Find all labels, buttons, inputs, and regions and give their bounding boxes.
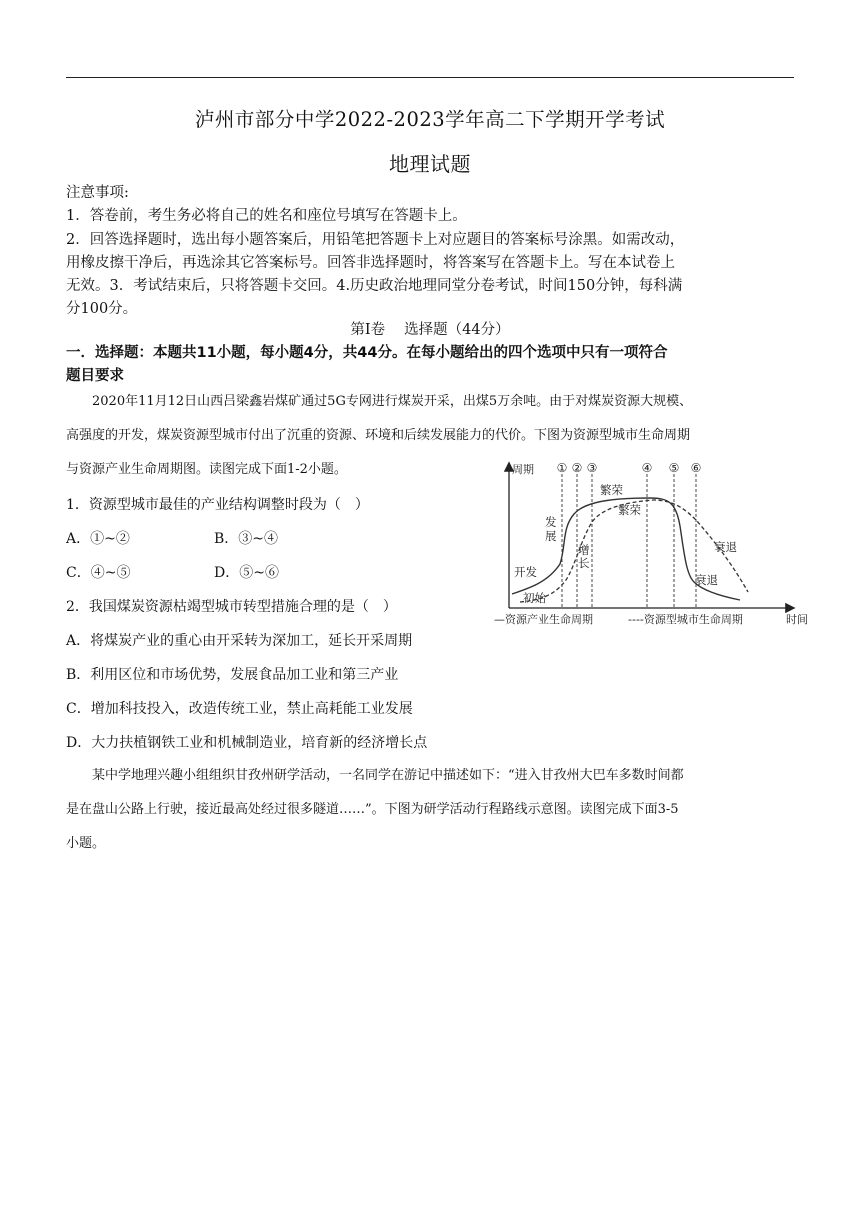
question-1: 1．资源型城市最佳的产业结构调整时段为（ ）	[66, 497, 369, 513]
question-2: 2．我国煤炭资源枯竭型城市转型措施合理的是（ ）	[66, 599, 397, 615]
y-axis-label: 周期	[512, 463, 534, 476]
label-kaifa: 开发	[514, 565, 537, 579]
exam-title: 泸州市部分中学2022-2023学年高二下学期开学考试	[194, 108, 666, 131]
lifecycle-figure	[490, 456, 815, 636]
label-chushi: 初始	[523, 591, 546, 605]
marker-5: ⑤	[668, 461, 680, 475]
label-fanrong-dashed: 繁荣	[618, 503, 641, 517]
note-2d: 分100分。	[66, 301, 138, 317]
label-fazhan-2: 展	[545, 529, 557, 543]
label-zengzhang-2: 长	[578, 556, 590, 570]
marker-4: ④	[641, 461, 653, 475]
legend-dashed: ----资源型城市生命周期	[628, 613, 743, 626]
note-1: 1．答卷前，考生务必将自己的姓名和座位号填写在答题卡上。	[66, 208, 467, 224]
label-shuaitui-dashed: 衰退	[714, 540, 737, 554]
note-2b: 用橡皮擦干净后，再选涂其它答案标号。回答非选择题时，将答案写在答题卡上。写在本试卷上	[66, 255, 675, 271]
passage-1-line-1: 2020年11月12日山西吕梁鑫岩煤矿通过5G专网进行煤炭开采，出煤5万余吨。由于对煤炭资源大规模、	[92, 394, 693, 409]
q2-option-b: B．利用区位和市场优势，发展食品加工业和第三产业	[66, 667, 399, 683]
legend-solid: —资源产业生命周期	[494, 613, 593, 626]
q1-option-c: C．④~⑤	[66, 565, 131, 581]
marker-6: ⑥	[690, 461, 702, 475]
part-heading-a: 一．选择题：本题共11小题，每小题4分，共44分。在每小题给出的四个选项中只有一项符合	[66, 345, 668, 361]
marker-3: ③	[586, 461, 598, 475]
passage-1-line-2: 高强度的开发，煤炭资源型城市付出了沉重的资源、环境和后续发展能力的代价。下图为资源型城市生命周期	[66, 428, 691, 443]
notes-heading: 注意事项:	[66, 185, 129, 201]
passage-2-line-1: 某中学地理兴趣小组组织甘孜州研学活动，一名同学在游记中描述如下：“进入甘孜州大巴车多数时间都	[92, 768, 684, 783]
passage-2-line-2: 是在盘山公路上行驶，接近最高处经过很多隧道……”。下图为研学活动行程路线示意图。读图完成下面3-5	[66, 802, 679, 817]
label-zengzhang-1: 增	[578, 543, 590, 557]
exam-subtitle: 地理试题	[389, 152, 471, 176]
label-fazhan-1: 发	[545, 515, 557, 529]
q2-option-c: C．增加科技投入，改造传统工业，禁止高耗能工业发展	[66, 701, 413, 717]
passage-1-line-3: 与资源产业生命周期图。读图完成下面1-2小题。	[66, 462, 347, 477]
marker-1: ①	[556, 461, 568, 475]
label-shuaitui-solid: 衰退	[695, 573, 718, 587]
q2-option-d: D．大力扶植钢铁工业和机械制造业，培育新的经济增长点	[66, 735, 428, 751]
note-2c: 无效。3．考试结束后，只将答题卡交回。4.历史政治地理同堂分卷考试，时间150分钟，每科满	[66, 278, 683, 294]
part-heading-b: 题目要求	[66, 368, 124, 384]
note-2a: 2．回答选择题时，选出每小题答案后，用铅笔把答题卡上对应题目的答案标号涂黑。如需改动，	[66, 232, 685, 248]
q1-option-b: B．③~④	[214, 531, 279, 547]
q1-option-a: A．①~②	[66, 531, 130, 547]
passage-2-line-3: 小题。	[66, 836, 106, 851]
q2-option-a: A．将煤炭产业的重心由开采转为深加工，延长开采周期	[66, 633, 413, 649]
top-rule	[66, 77, 794, 78]
label-fanrong-solid: 繁荣	[600, 483, 623, 497]
q1-option-d: D．⑤~⑥	[214, 565, 279, 581]
section-heading: 第I卷 选择题（44分）	[350, 322, 510, 338]
x-axis-label: 时间	[786, 613, 808, 626]
marker-2: ②	[571, 461, 583, 475]
